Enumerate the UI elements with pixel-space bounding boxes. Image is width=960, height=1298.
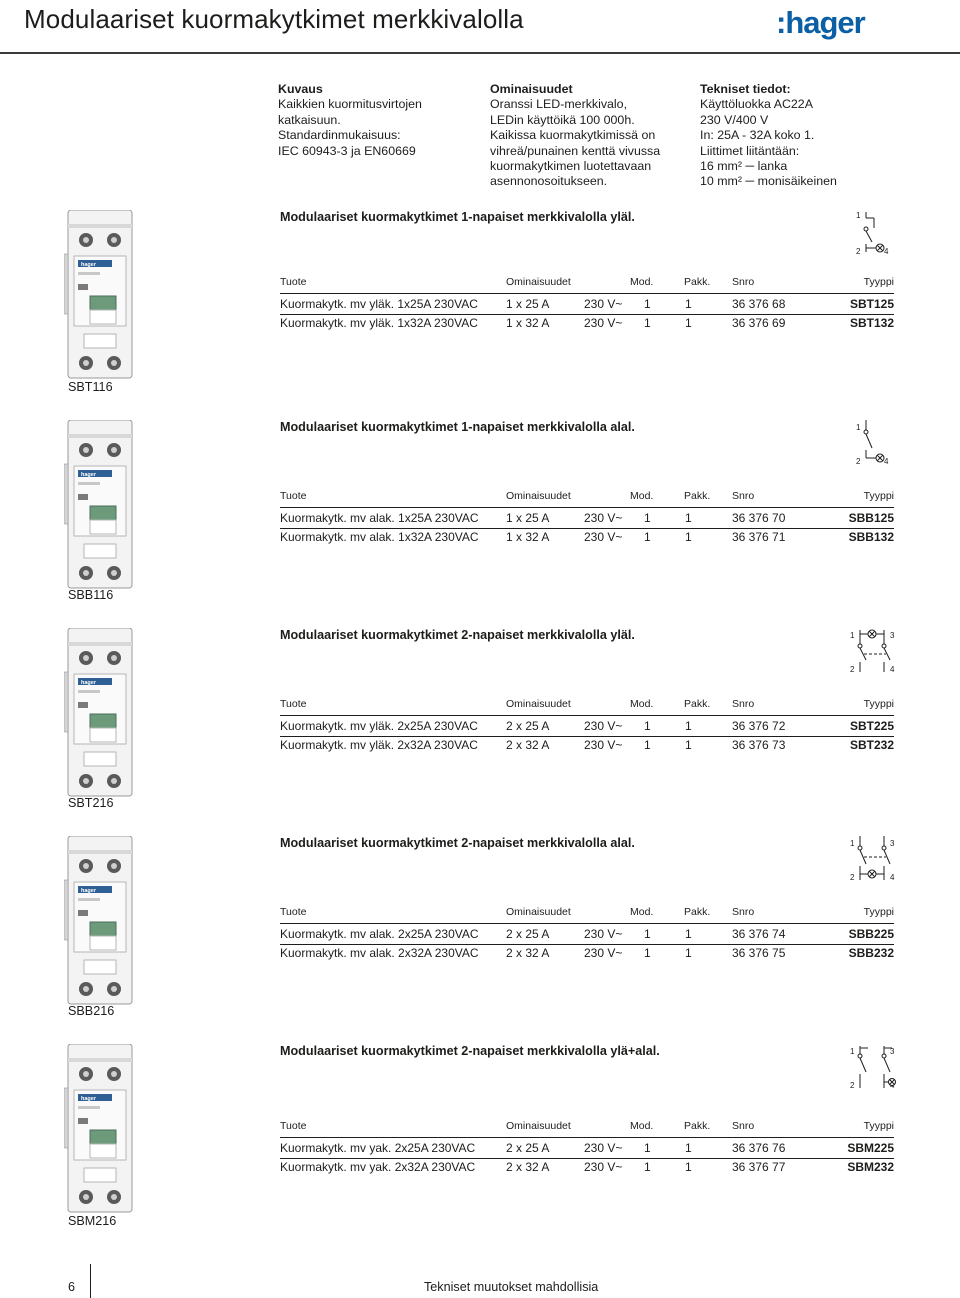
- device-illustration: [64, 628, 136, 798]
- col-tyyppi: Tyyppi: [863, 906, 894, 918]
- cell-mod: 1: [644, 530, 651, 544]
- cell-snro: 36 376 70: [732, 511, 786, 525]
- intro-tekniset-line: 16 mm² ─ lanka: [700, 159, 788, 174]
- intro-tekniset: [700, 82, 837, 190]
- cell-snro: 36 376 71: [732, 530, 786, 544]
- cell-jannite: 230 V~: [584, 530, 623, 544]
- svg-text:2: 2: [850, 1081, 855, 1090]
- col-mod: Mod.: [630, 490, 654, 502]
- table-rule: [280, 1137, 894, 1138]
- cell-tyyppi: SBB232: [848, 946, 894, 960]
- model-label: SBB216: [68, 1004, 115, 1018]
- cell-jannite: 230 V~: [584, 511, 623, 525]
- intro-kuvaus-line: Kaikkien kuormitusvirtojen: [278, 97, 422, 112]
- intro-tekniset-line: 230 V/400 V: [700, 112, 769, 127]
- device-illustration: [64, 210, 136, 380]
- circuit-symbol-icon: [848, 418, 896, 468]
- table-row: [280, 529, 894, 547]
- cell-pakk: 1: [685, 738, 692, 752]
- svg-text:4: 4: [890, 873, 895, 882]
- cell-tuote: Kuormakytk. mv alak. 2x25A 230VAC: [280, 927, 479, 941]
- page-number: 6: [68, 1280, 76, 1294]
- cell-snro: 36 376 74: [732, 927, 786, 941]
- cell-mod: 1: [644, 927, 651, 941]
- table-row: [280, 1140, 894, 1158]
- cell-pakk: 1: [685, 297, 692, 311]
- cell-jannite: 230 V~: [584, 1141, 623, 1155]
- title-rule: [0, 52, 960, 54]
- cell-jannite: 230 V~: [584, 927, 623, 941]
- col-tyyppi: Tyyppi: [863, 276, 894, 288]
- section-title: Modulaariset kuormakytkimet 1-napaiset merkkivalolla yläl.: [280, 210, 635, 224]
- col-snro: Snro: [732, 906, 755, 918]
- cell-tuote: Kuormakytk. mv yläk. 1x32A 230VAC: [280, 316, 478, 330]
- table-row: [280, 926, 894, 944]
- table-rule: [280, 293, 894, 294]
- cell-ominaisuudet: 1 x 25 A: [506, 511, 550, 525]
- col-ominaisuudet: Ominaisuudet: [506, 490, 571, 502]
- intro-ominaisuudet-line: asennonosoitukseen.: [490, 174, 608, 189]
- intro-ominaisuudet-line: vihreä/punainen kenttä vivussa: [490, 143, 661, 158]
- cell-snro: 36 376 73: [732, 738, 786, 752]
- circuit-symbol-icon: [848, 834, 896, 884]
- device-illustration: [64, 420, 136, 590]
- svg-text:4: 4: [884, 247, 889, 256]
- svg-text:4: 4: [884, 457, 889, 466]
- svg-text:3: 3: [890, 631, 895, 640]
- cell-tuote: Kuormakytk. mv yak. 2x25A 230VAC: [280, 1141, 476, 1155]
- cell-mod: 1: [644, 316, 651, 330]
- cell-tyyppi: SBB132: [848, 530, 894, 544]
- col-pakk: Pakk.: [684, 490, 711, 502]
- cell-pakk: 1: [685, 530, 692, 544]
- cell-tuote: Kuormakytk. mv alak. 2x32A 230VAC: [280, 946, 479, 960]
- cell-mod: 1: [644, 1141, 651, 1155]
- col-tyyppi: Tyyppi: [863, 698, 894, 710]
- cell-ominaisuudet: 1 x 32 A: [506, 530, 550, 544]
- cell-pakk: 1: [685, 946, 692, 960]
- col-snro: Snro: [732, 1120, 755, 1132]
- circuit-symbol-icon: [848, 208, 896, 258]
- cell-tuote: Kuormakytk. mv yläk. 1x25A 230VAC: [280, 297, 478, 311]
- col-ominaisuudet: Ominaisuudet: [506, 276, 571, 288]
- device-illustration: [64, 836, 136, 1006]
- col-tyyppi: Tyyppi: [863, 490, 894, 502]
- col-tuote: Tuote: [280, 906, 307, 918]
- cell-jannite: 230 V~: [584, 719, 623, 733]
- cell-pakk: 1: [685, 1141, 692, 1155]
- section-title: Modulaariset kuormakytkimet 2-napaiset merkkivalolla yläl.: [280, 628, 635, 642]
- cell-tyyppi: SBT132: [849, 316, 894, 330]
- hager-logo: [776, 6, 876, 40]
- svg-text:1: 1: [850, 631, 855, 640]
- cell-pakk: 1: [685, 316, 692, 330]
- col-snro: Snro: [732, 276, 755, 288]
- cell-mod: 1: [644, 738, 651, 752]
- cell-ominaisuudet: 1 x 32 A: [506, 316, 550, 330]
- cell-ominaisuudet: 2 x 25 A: [506, 719, 550, 733]
- cell-tuote: Kuormakytk. mv yak. 2x32A 230VAC: [280, 1160, 476, 1174]
- svg-text:2: 2: [850, 873, 855, 882]
- intro-kuvaus-line: Standardinmukaisuus:: [278, 128, 401, 143]
- table-header: [280, 698, 894, 714]
- footer-note: Tekniset muutokset mahdollisia: [424, 1280, 599, 1294]
- col-tuote: Tuote: [280, 490, 307, 502]
- cell-jannite: 230 V~: [584, 297, 623, 311]
- intro-tekniset-line: Käyttöluokka AC22A: [700, 97, 813, 112]
- intro-kuvaus: [278, 82, 422, 159]
- section-title: Modulaariset kuormakytkimet 1-napaiset merkkivalolla alal.: [280, 420, 635, 434]
- cell-snro: 36 376 75: [732, 946, 786, 960]
- col-snro: Snro: [732, 698, 755, 710]
- intro-tekniset-head: Tekniset tiedot:: [700, 82, 791, 96]
- col-pakk: Pakk.: [684, 906, 711, 918]
- model-label: SBT216: [68, 796, 114, 810]
- cell-tuote: Kuormakytk. mv alak. 1x25A 230VAC: [280, 511, 479, 525]
- col-snro: Snro: [732, 490, 755, 502]
- cell-ominaisuudet: 2 x 32 A: [506, 1160, 550, 1174]
- table-header: [280, 1120, 894, 1136]
- col-mod: Mod.: [630, 698, 654, 710]
- svg-text:1: 1: [850, 1047, 855, 1056]
- cell-tyyppi: SBT125: [849, 297, 894, 311]
- intro-kuvaus-line: katkaisuun.: [278, 112, 341, 127]
- svg-text:3: 3: [890, 839, 895, 848]
- cell-mod: 1: [644, 511, 651, 525]
- device-illustration: [64, 1044, 136, 1214]
- intro-tekniset-line: Liittimet liitäntään:: [700, 143, 800, 158]
- table-header: [280, 906, 894, 922]
- table-rule: [280, 507, 894, 508]
- intro-kuvaus-line: IEC 60943-3 ja EN60669: [278, 143, 416, 158]
- footer-rule: [90, 1264, 91, 1298]
- cell-tuote: Kuormakytk. mv alak. 1x32A 230VAC: [280, 530, 479, 544]
- table-row: [280, 510, 894, 528]
- col-tuote: Tuote: [280, 276, 307, 288]
- table-row: [280, 315, 894, 333]
- cell-jannite: 230 V~: [584, 1160, 623, 1174]
- cell-mod: 1: [644, 297, 651, 311]
- cell-tyyppi: SBM232: [847, 1160, 894, 1174]
- cell-pakk: 1: [685, 511, 692, 525]
- col-ominaisuudet: Ominaisuudet: [506, 906, 571, 918]
- col-pakk: Pakk.: [684, 1120, 711, 1132]
- cell-snro: 36 376 76: [732, 1141, 786, 1155]
- cell-mod: 1: [644, 1160, 651, 1174]
- intro-tekniset-line: 10 mm² ─ monisäikeinen: [700, 174, 837, 189]
- intro-ominaisuudet-line: Kaikissa kuormakytkimissä on: [490, 128, 656, 143]
- col-pakk: Pakk.: [684, 276, 711, 288]
- cell-snro: 36 376 68: [732, 297, 786, 311]
- svg-text:1: 1: [856, 211, 861, 220]
- cell-snro: 36 376 77: [732, 1160, 786, 1174]
- svg-text:1: 1: [850, 839, 855, 848]
- table-row: [280, 296, 894, 314]
- circuit-symbol-icon: [848, 626, 896, 676]
- cell-mod: 1: [644, 719, 651, 733]
- model-label: SBT116: [68, 380, 113, 394]
- cell-pakk: 1: [685, 927, 692, 941]
- intro-ominaisuudet-line: LEDin käyttöikä 100 000h.: [490, 112, 635, 127]
- intro-ominaisuudet-head: Ominaisuudet: [490, 82, 573, 96]
- intro-ominaisuudet-line: Oranssi LED-merkkivalo,: [490, 97, 628, 112]
- svg-text:2: 2: [856, 457, 861, 466]
- col-tyyppi: Tyyppi: [863, 1120, 894, 1132]
- col-pakk: Pakk.: [684, 698, 711, 710]
- col-tuote: Tuote: [280, 698, 307, 710]
- table-rule: [280, 715, 894, 716]
- svg-text:1: 1: [856, 423, 861, 432]
- cell-ominaisuudet: 2 x 25 A: [506, 1141, 550, 1155]
- cell-ominaisuudet: 1 x 25 A: [506, 297, 550, 311]
- cell-pakk: 1: [685, 1160, 692, 1174]
- cell-mod: 1: [644, 946, 651, 960]
- page-title: Modulaariset kuormakytkimet merkkivalolla: [24, 4, 524, 34]
- svg-text:2: 2: [856, 247, 861, 256]
- cell-snro: 36 376 72: [732, 719, 786, 733]
- table-row: [280, 1159, 894, 1177]
- cell-tyyppi: SBT225: [849, 719, 894, 733]
- col-ominaisuudet: Ominaisuudet: [506, 1120, 571, 1132]
- col-mod: Mod.: [630, 276, 654, 288]
- cell-jannite: 230 V~: [584, 738, 623, 752]
- col-ominaisuudet: Ominaisuudet: [506, 698, 571, 710]
- cell-jannite: 230 V~: [584, 946, 623, 960]
- cell-snro: 36 376 69: [732, 316, 786, 330]
- table-rule: [280, 923, 894, 924]
- svg-text:2: 2: [850, 665, 855, 674]
- model-label: SBM216: [68, 1214, 117, 1228]
- table-header: [280, 276, 894, 292]
- intro-kuvaus-head: Kuvaus: [278, 82, 323, 96]
- cell-ominaisuudet: 2 x 32 A: [506, 946, 550, 960]
- table-row: [280, 945, 894, 963]
- model-label: SBB116: [68, 588, 114, 602]
- svg-text:4: 4: [890, 665, 895, 674]
- table-row: [280, 737, 894, 755]
- svg-text:3: 3: [890, 1047, 895, 1056]
- section-title: Modulaariset kuormakytkimet 2-napaiset merkkivalolla ylä+alal.: [280, 1044, 660, 1058]
- section-title: Modulaariset kuormakytkimet 2-napaiset merkkivalolla alal.: [280, 836, 635, 850]
- cell-tuote: Kuormakytk. mv yläk. 2x32A 230VAC: [280, 738, 478, 752]
- circuit-symbol-icon: [848, 1042, 896, 1092]
- intro-ominaisuudet-line: kuormakytkimen luotettavaan: [490, 159, 652, 174]
- cell-tyyppi: SBM225: [847, 1141, 894, 1155]
- intro-tekniset-line: In: 25A - 32A koko 1.: [700, 128, 815, 143]
- table-row: [280, 718, 894, 736]
- cell-pakk: 1: [685, 719, 692, 733]
- cell-tuote: Kuormakytk. mv yläk. 2x25A 230VAC: [280, 719, 478, 733]
- cell-ominaisuudet: 2 x 32 A: [506, 738, 550, 752]
- intro-ominaisuudet: [490, 82, 660, 190]
- cell-ominaisuudet: 2 x 25 A: [506, 927, 550, 941]
- table-header: [280, 490, 894, 506]
- cell-tyyppi: SBB225: [848, 927, 894, 941]
- logo-text: :hager: [776, 6, 865, 40]
- col-mod: Mod.: [630, 1120, 654, 1132]
- col-mod: Mod.: [630, 906, 654, 918]
- cell-tyyppi: SBT232: [849, 738, 894, 752]
- col-tuote: Tuote: [280, 1120, 307, 1132]
- cell-tyyppi: SBB125: [848, 511, 894, 525]
- cell-jannite: 230 V~: [584, 316, 623, 330]
